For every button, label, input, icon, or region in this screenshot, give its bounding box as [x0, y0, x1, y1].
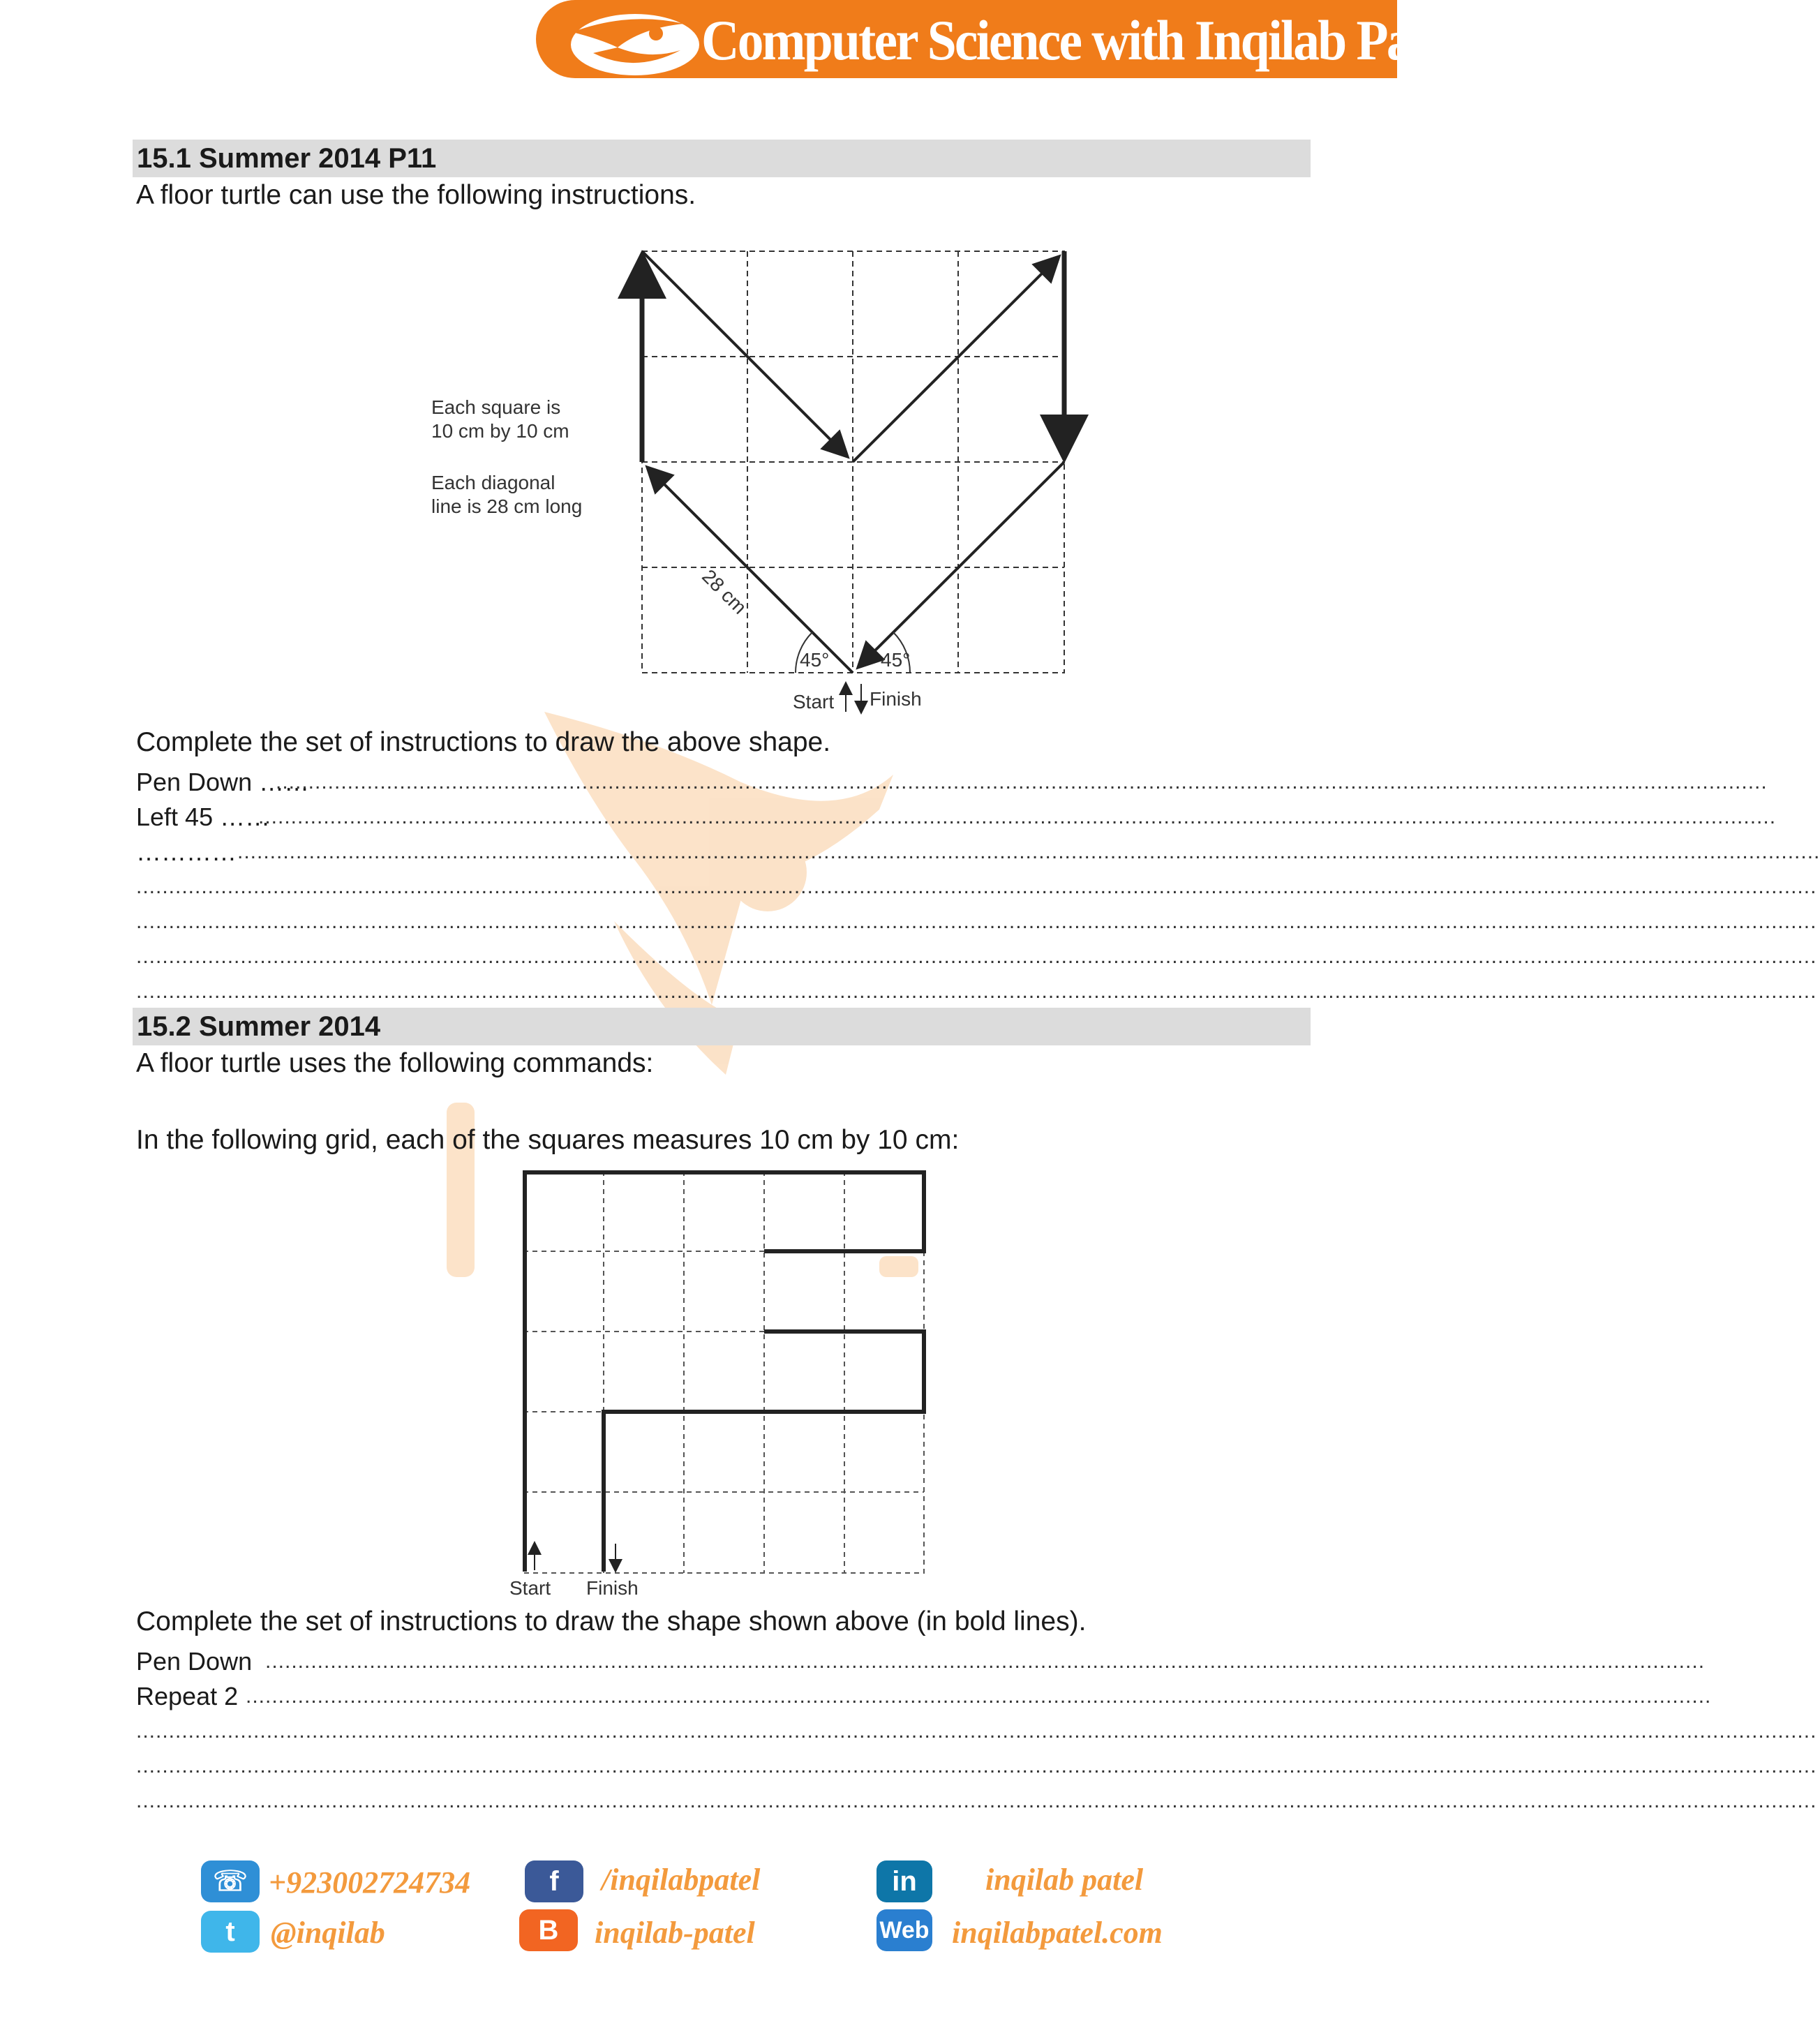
section-heading-15-2: 15.2 Summer 2014 — [133, 1008, 1311, 1045]
footer-web[interactable]: inqilabpatel.com — [952, 1916, 1163, 1950]
section1-intro: A floor turtle can use the following instructions. — [136, 180, 696, 210]
answer-line-1[interactable]: ..................................................................................................................................................................................................................................... — [276, 770, 1768, 793]
answer2-line-5[interactable]: .................................................................................................................................................................................................................................................................. — [136, 1789, 1817, 1812]
figure1-note-line2: 10 cm by 10 cm — [431, 420, 569, 442]
blogger-icon: B — [519, 1909, 578, 1951]
answer-line-1-label: Pen Down …… — [136, 768, 310, 796]
angle-label-left: 45° — [800, 649, 830, 671]
footer-linkedin[interactable]: inqilab patel — [985, 1863, 1144, 1897]
answer-line-4[interactable]: .................................................................................................................................................................................................................................................................. — [136, 875, 1817, 898]
answer-line-2-label: Left 45 …… — [136, 803, 271, 831]
section2-intro: A floor turtle uses the following commands: — [136, 1048, 654, 1078]
web-icon: Web — [877, 1909, 932, 1951]
answer-line-6[interactable]: .................................................................................................................................................................................................................................................................. — [136, 945, 1817, 968]
start-label: Start — [793, 691, 835, 713]
grid2-lines — [523, 1171, 924, 1573]
answer2-line-4[interactable]: .................................................................................................................................................................................................................................................................. — [136, 1754, 1817, 1777]
turtle-shape-figure-2 — [488, 1158, 963, 1591]
figure1-note-line4: line is 28 cm long — [431, 495, 583, 517]
facebook-icon: f — [525, 1860, 583, 1902]
footer-twitter[interactable]: @inqilab — [271, 1916, 385, 1950]
header-title: Computer Science with Inqilab Patel — [701, 8, 1461, 72]
footer-facebook[interactable]: /inqilabpatel — [602, 1863, 761, 1897]
answer2-line-1-label: Pen Down — [136, 1647, 253, 1676]
answer2-line-3[interactable]: .................................................................................................................................................................................................................................................................. — [136, 1720, 1817, 1743]
start-label-2: Start — [509, 1577, 551, 1599]
finish-label-2: Finish — [586, 1577, 639, 1599]
phone-icon: ☏ — [201, 1860, 260, 1902]
twitter-icon: t — [201, 1911, 260, 1953]
section2-grid-text: In the following grid, each of the squares measures 10 cm by 10 cm: — [136, 1125, 960, 1155]
footer-blogger[interactable]: inqilab-patel — [595, 1916, 755, 1950]
answer-line-2[interactable]: ......................................................................................................................................................................................................................................... — [258, 805, 1777, 828]
answer2-line-2-label: Repeat 2 — [136, 1682, 239, 1710]
angle-label-right: 45° — [881, 649, 911, 671]
answer-line-3-label: ………… — [136, 837, 237, 866]
section2-task: Complete the set of instructions to draw the shape shown above (in bold lines). — [136, 1606, 1087, 1636]
finish-label: Finish — [870, 688, 922, 710]
figure1-note-line3: Each diagonal — [431, 472, 555, 493]
answer2-line-2[interactable]: ................................................................................................................................................................................................................................. — [246, 1685, 1712, 1708]
linkedin-icon: in — [877, 1860, 932, 1902]
diagonal-length-label: 28 cm — [698, 565, 751, 618]
answer2-line-1[interactable]: ............................................................................................................................................................................................................................. — [265, 1650, 1706, 1673]
bold-path-2 — [525, 1172, 924, 1572]
answer-line-3[interactable]: ................................................................................................................................................................................................................................................... — [237, 840, 1820, 863]
figure1-note-line1: Each square is — [431, 396, 561, 418]
answer-line-5[interactable]: .................................................................................................................................................................................................................................................................. — [136, 910, 1817, 933]
answer-line-7[interactable]: .................................................................................................................................................................................................................................................................. — [136, 980, 1817, 1003]
section-heading-15-1: 15.1 Summer 2014 P11 — [133, 140, 1311, 177]
section1-task: Complete the set of instructions to draw the above shape. — [136, 727, 831, 757]
footer-phone[interactable]: +923002724734 — [269, 1865, 471, 1900]
logo-swoosh-icon — [551, 4, 698, 77]
